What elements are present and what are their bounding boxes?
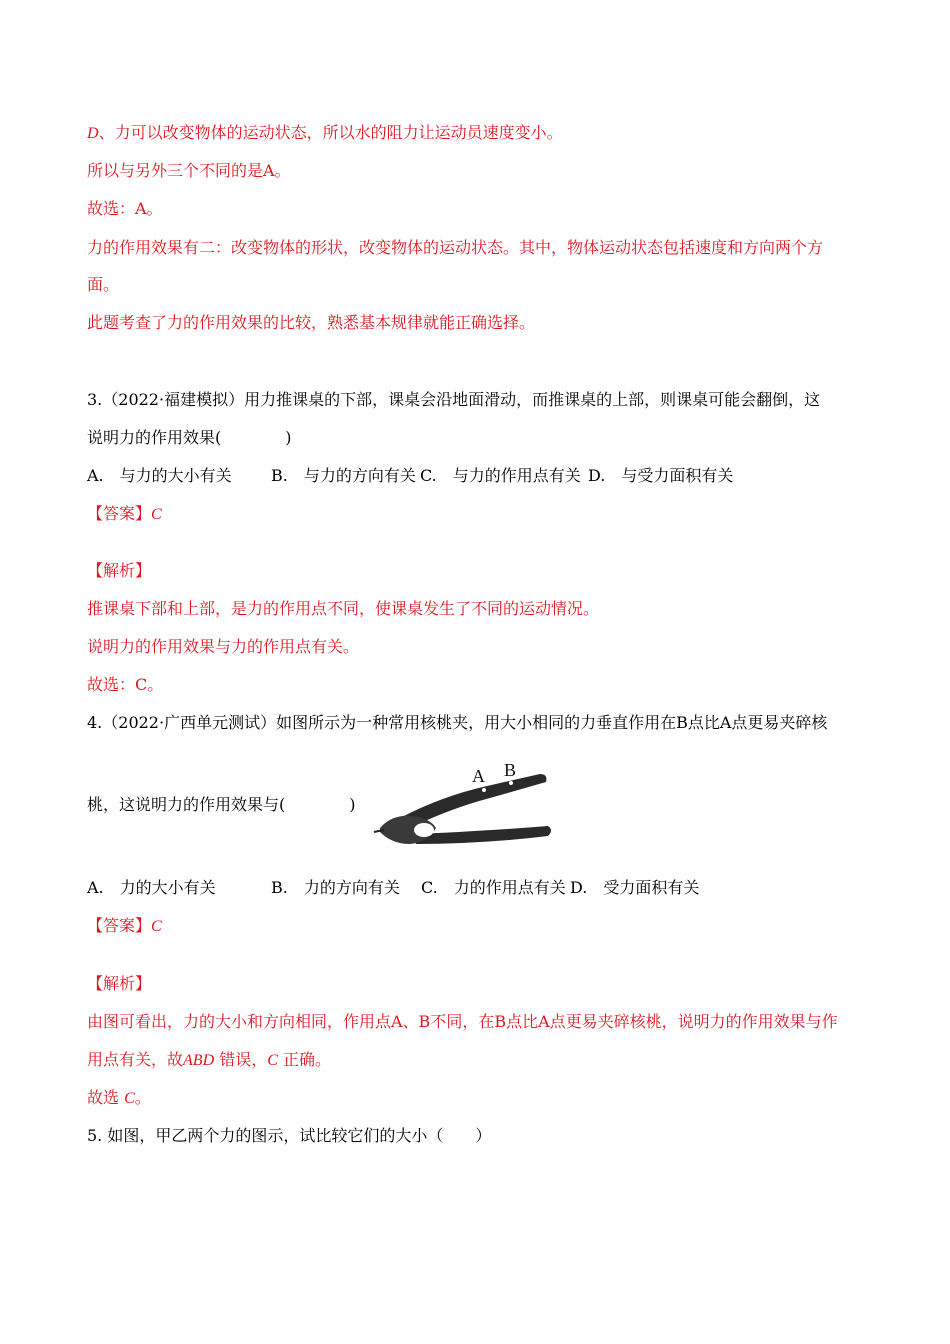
q4-choice-letter: C xyxy=(124,1090,135,1107)
q4-answer-value: C xyxy=(151,918,162,935)
prev-d-line xyxy=(87,122,563,145)
q3-analysis-line1: 推课桌下部和上部，是力的作用点不同，使课桌发生了不同的运动情况。 xyxy=(87,599,600,618)
nutcracker-label-b: B xyxy=(504,760,517,780)
q4-option-a: A. 力的大小有关 xyxy=(87,878,216,897)
q4-analysis2-c: 错误， xyxy=(219,1050,268,1069)
q4-answer xyxy=(87,915,162,938)
nutcracker-point-a xyxy=(482,788,486,792)
q3-analysis-line2: 说明力的作用效果与力的作用点有关。 xyxy=(87,637,360,656)
q3-option-d: D. 与受力面积有关 xyxy=(588,466,734,485)
prev-note-line1: 力的作用效果有二：改变物体的形状，改变物体的运动状态。其中，物体运动状态包括速度和方向两个方 xyxy=(87,238,824,257)
q3-stem-line1: 3.（2022·福建模拟）用力推课桌的下部，课桌会沿地面滑动，而推课桌的上部，则课桌可能会翻倒，这 xyxy=(87,390,821,409)
q4-answer-label: 【答案】 xyxy=(87,916,152,935)
q4-choice xyxy=(87,1087,151,1110)
q4-option-c: C. 力的作用点有关 xyxy=(421,878,566,897)
q4-analysis-line2 xyxy=(87,1049,331,1072)
q3-choice: 故选：C。 xyxy=(87,675,164,694)
nutcracker-jaw-gap xyxy=(414,823,434,837)
q4-choice-prefix: 故选 xyxy=(87,1088,120,1107)
nutcracker-label-a: A xyxy=(472,766,485,786)
q5-stem-line1: 5. 如图，甲乙两个力的图示，试比较它们的大小（ ） xyxy=(87,1126,492,1145)
q4-analysis2-letter: C xyxy=(267,1052,278,1069)
prev-summary: 所以与另外三个不同的是A。 xyxy=(87,161,291,180)
q4-analysis-label: 【解析】 xyxy=(87,974,152,993)
q4-analysis2-e: 正确。 xyxy=(283,1050,332,1069)
q3-option-a: A. 与力的大小有关 xyxy=(87,466,232,485)
prev-d-text: 、力可以改变物体的运动状态，所以水的阻力让运动员速度变小。 xyxy=(98,123,563,142)
nutcracker-figure xyxy=(372,752,556,850)
q3-answer-value: C xyxy=(151,506,162,523)
q3-stem-line2: 说明力的作用效果( ) xyxy=(87,428,292,447)
q3-answer xyxy=(87,503,162,526)
nutcracker-point-b xyxy=(509,781,513,785)
q4-option-b: B. 力的方向有关 xyxy=(271,878,400,897)
prev-note-line3: 此题考查了力的作用效果的比较，熟悉基本规律就能正确选择。 xyxy=(87,313,536,332)
q3-answer-label: 【答案】 xyxy=(87,504,152,523)
prev-note-line2: 面。 xyxy=(87,275,120,294)
q4-stem-line1: 4.（2022·广西单元测试）如图所示为一种常用核桃夹，用大小相同的力垂直作用在B点比A点更易夹碎核 xyxy=(87,713,828,732)
q3-option-c: C. 与力的作用点有关 xyxy=(420,466,581,485)
q4-analysis2-abd: ABD xyxy=(183,1052,215,1069)
q4-choice-suffix: 。 xyxy=(134,1088,151,1107)
q3-option-b: B. 与力的方向有关 xyxy=(271,466,416,485)
q4-option-d: D. 受力面积有关 xyxy=(570,878,700,897)
prev-choice: 故选：A。 xyxy=(87,199,163,218)
q4-stem-line2: 桃，这说明力的作用效果与( ) xyxy=(87,795,356,814)
prev-d-letter: D xyxy=(87,125,99,142)
q3-analysis-label: 【解析】 xyxy=(87,561,152,580)
q4-analysis-line1: 由图可看出，力的大小和方向相同，作用点A、B不同，在B点比A点更易夹碎核桃，说明力的作用效果与作 xyxy=(87,1012,838,1031)
nutcracker-jaw-gap-2 xyxy=(449,820,467,832)
q4-analysis2-a: 用点有关，故 xyxy=(87,1050,184,1069)
